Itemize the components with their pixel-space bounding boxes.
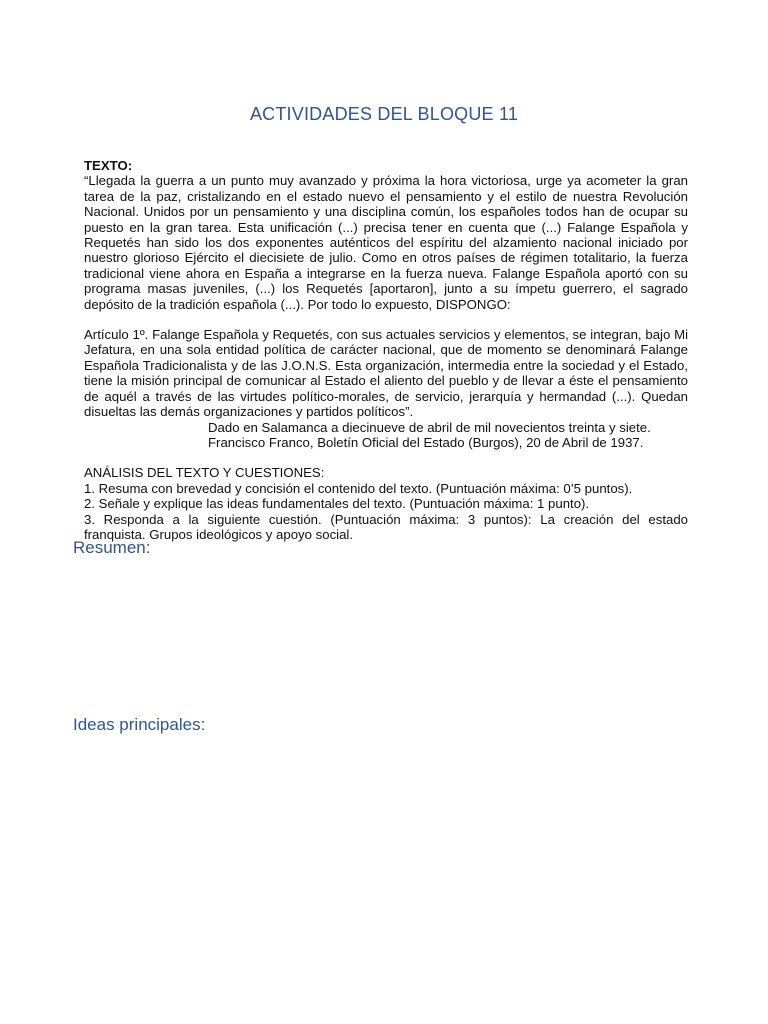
text-paragraph-1: “Llegada la guerra a un punto muy avanzado y próxima la hora victoriosa, urge ya acometer la gran tarea de la paz, cristalizando en el estado nuevo el pensamiento y el estilo de nuestra Revolución Nacional. Unidos por un pensamiento y una disciplina común, los españoles todos han de ocupar su puesto en la gran tarea. Esta unificación (...) precisa tener en cuenta que (...) Falange Española y Requetés han sido los dos exponentes auténticos del espíritu del alzamiento nacional iniciado por nuestro glorioso Ejército el diecisiete de julio. Como en otros países de régimen totalitario, la fuerza tradicional viene ahora en España a integrarse en la fuerza nueva. Falange Española aportó con su programa masas juveniles, (...) los Requetés [aportaron], junto a su ímpetu guerrero, el sagrado depósito de la tradición española (...). Por todo lo expuesto, DISPONGO:: [84, 173, 688, 312]
analysis-heading: ANÁLISIS DEL TEXTO Y CUESTIONES:: [84, 465, 325, 481]
text-label: TEXTO:: [84, 158, 133, 173]
document-title: ACTIVIDADES DEL BLOQUE 11: [249, 104, 519, 124]
question-3: 3. Responda a la siguiente cuestión. (Puntuación máxima: 3 puntos): La creación del estado franquista. Grupos ideológicos y apoyo social.: [84, 511, 688, 542]
signature-line-1: Dado en Salamanca a diecinueve de abril de mil novecientos treinta y siete.: [208, 419, 651, 435]
question-2: 2. Señale y explique las ideas fundamentales del texto. (Puntuación máxima: 1 punto).: [84, 496, 590, 512]
section-heading-resumen: Resumen:: [73, 538, 151, 557]
section-heading-ideas: Ideas principales:: [73, 715, 206, 734]
signature-line-2: Francisco Franco, Boletín Oficial del Estado (Burgos), 20 de Abril de 1937.: [208, 434, 644, 450]
question-1: 1. Resuma con brevedad y concisión el contenido del texto. (Puntuación máxima: 0’5 puntos).: [84, 480, 633, 496]
scanned-text-block: [84, 158, 688, 542]
text-paragraph-2: Artículo 1º. Falange Española y Requetés, con sus actuales servicios y elementos, se integran, bajo Mi Jefatura, en una sola entidad política de carácter nacional, que de momento se denominará Falange Española Tradicionalista y de las J.O.N.S. Esta organización, intermedia entre la sociedad y el Estado, tiene la misión principal de comunicar al Estado el aliento del pueblo y de llevar a éste el pensamiento de aquél a través de las virtudes político-morales, de servicio, jerarquía y hermandad (...). Quedan disueltas las demás organizaciones y partidos políticos”.: [84, 327, 688, 420]
